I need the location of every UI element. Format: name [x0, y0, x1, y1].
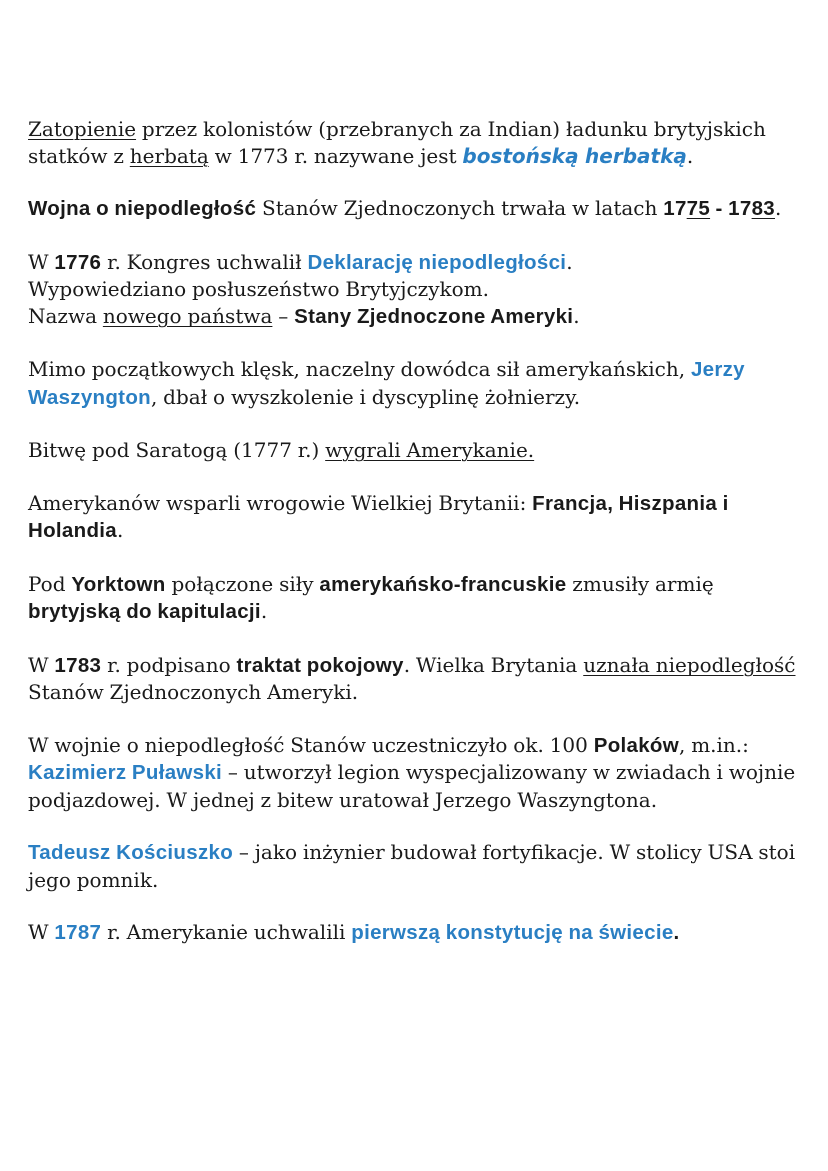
- bold-term: Yorktown: [71, 572, 166, 596]
- paragraph-allegiance: [28, 276, 808, 303]
- paragraph-peace-treaty: [28, 652, 808, 706]
- text: Amerykanów wsparli wrogowie Wielkiej Brytanii:: [28, 490, 533, 515]
- text: –: [272, 303, 295, 328]
- highlight-term: Kazimierz Puławski: [28, 761, 223, 784]
- text: zmusiły armię: [566, 571, 714, 596]
- bold-term: 17: [663, 197, 687, 220]
- bold-term: 1783: [54, 653, 102, 677]
- bold-term: traktat pokojowy: [236, 653, 404, 677]
- text: W: [28, 920, 55, 944]
- paragraph-washington: [28, 356, 808, 411]
- text: .: [116, 518, 124, 542]
- bold-term: 75: [686, 197, 711, 220]
- bold-term: amerykańsko-francuskie: [319, 572, 567, 596]
- underlined-term: wygrali Amerykanie.: [325, 438, 535, 462]
- paragraph-declaration: [28, 249, 808, 277]
- paragraph-pulaski: [28, 759, 808, 813]
- text: .: [260, 599, 268, 623]
- text: , dbał o wyszkolenie i dyscyplinę żołnierzy.: [150, 384, 581, 409]
- text: Stanów Zjednoczonych trwała w latach: [256, 196, 664, 220]
- paragraph-allies: [28, 490, 808, 545]
- text: .: [686, 143, 694, 168]
- paragraph-war-of-independence: [28, 195, 808, 223]
- text: W wojnie o niepodległość Stanów uczestniczyło ok. 100: [28, 732, 594, 757]
- highlight-term: Tadeusz Kościuszko: [28, 841, 234, 864]
- bold-term: .: [673, 921, 680, 944]
- bold-term: - 17: [710, 197, 752, 220]
- text: przez kolonistów (przebranych za Indian) ładunku brytyjskich statków z: [28, 117, 766, 168]
- bold-term: Stany Zjednoczone Ameryki: [294, 304, 574, 328]
- paragraph-yorktown: [28, 571, 808, 626]
- text: r. podpisano: [101, 652, 237, 677]
- paragraph-boston-tea-party: [28, 116, 808, 169]
- text: .: [573, 303, 580, 328]
- text: Stanów Zjednoczonych Ameryki.: [28, 680, 359, 704]
- paragraph-saratoga: [28, 437, 808, 464]
- text: .: [775, 196, 782, 220]
- text: r. Amerykanie uchwalili: [101, 920, 352, 944]
- text: W: [28, 249, 55, 274]
- text: . Wielka Brytania: [403, 652, 584, 677]
- highlight-term: bostońską herbatką: [462, 143, 687, 168]
- text: r. Kongres uchwalił: [101, 249, 308, 274]
- paragraph-poles: [28, 732, 808, 760]
- bold-term: Francja, Hiszpania i Holandia: [28, 491, 729, 542]
- text: Wypowiedziano posłuszeństwo Brytyjczykom.: [28, 277, 489, 301]
- highlight-term: Deklarację niepodległości: [307, 250, 567, 274]
- text: Bitwę pod Saratogą (1777 r.): [28, 438, 326, 462]
- text: w 1773 r. nazywane jest: [208, 143, 463, 168]
- text: , m.in.:: [678, 732, 749, 757]
- bold-term: brytyjską do kapitulacji: [28, 600, 261, 623]
- highlight-term: pierwszą konstytucję na świecie: [351, 921, 674, 944]
- text: .: [566, 249, 573, 274]
- text: W: [28, 652, 55, 677]
- bold-term: 83: [751, 197, 775, 220]
- text: Pod: [28, 571, 72, 596]
- underlined-term: herbatą: [129, 143, 209, 168]
- bold-term: 1776: [54, 250, 102, 274]
- text: połączone siły: [165, 571, 320, 596]
- text: – jako inżynier budował fortyfikacje. W stolicy USA stoi jego pomnik.: [28, 840, 796, 892]
- underlined-term: uznała niepodległość: [583, 652, 796, 677]
- paragraph-new-state-name: [28, 303, 808, 331]
- text: Nazwa: [28, 303, 103, 328]
- underlined-term: nowego państwa: [102, 303, 273, 328]
- bold-term: Polaków: [593, 733, 679, 757]
- underlined-term: Zatopienie: [28, 117, 137, 141]
- highlight-term: Jerzy Waszyngton: [28, 358, 745, 409]
- paragraph-constitution: [28, 919, 808, 947]
- bold-term: Wojna o niepodległość: [28, 197, 257, 220]
- text: – utworzył legion wyspecjalizowany w zwiadach i wojnie podjazdowej. W jednej z bitew uratował Jerzego Waszyngtona.: [28, 760, 796, 812]
- text: Mimo początkowych klęsk, naczelny dowódca sił amerykańskich,: [28, 357, 691, 381]
- highlight-term: 1787: [54, 921, 102, 944]
- paragraph-kosciuszko: [28, 839, 808, 893]
